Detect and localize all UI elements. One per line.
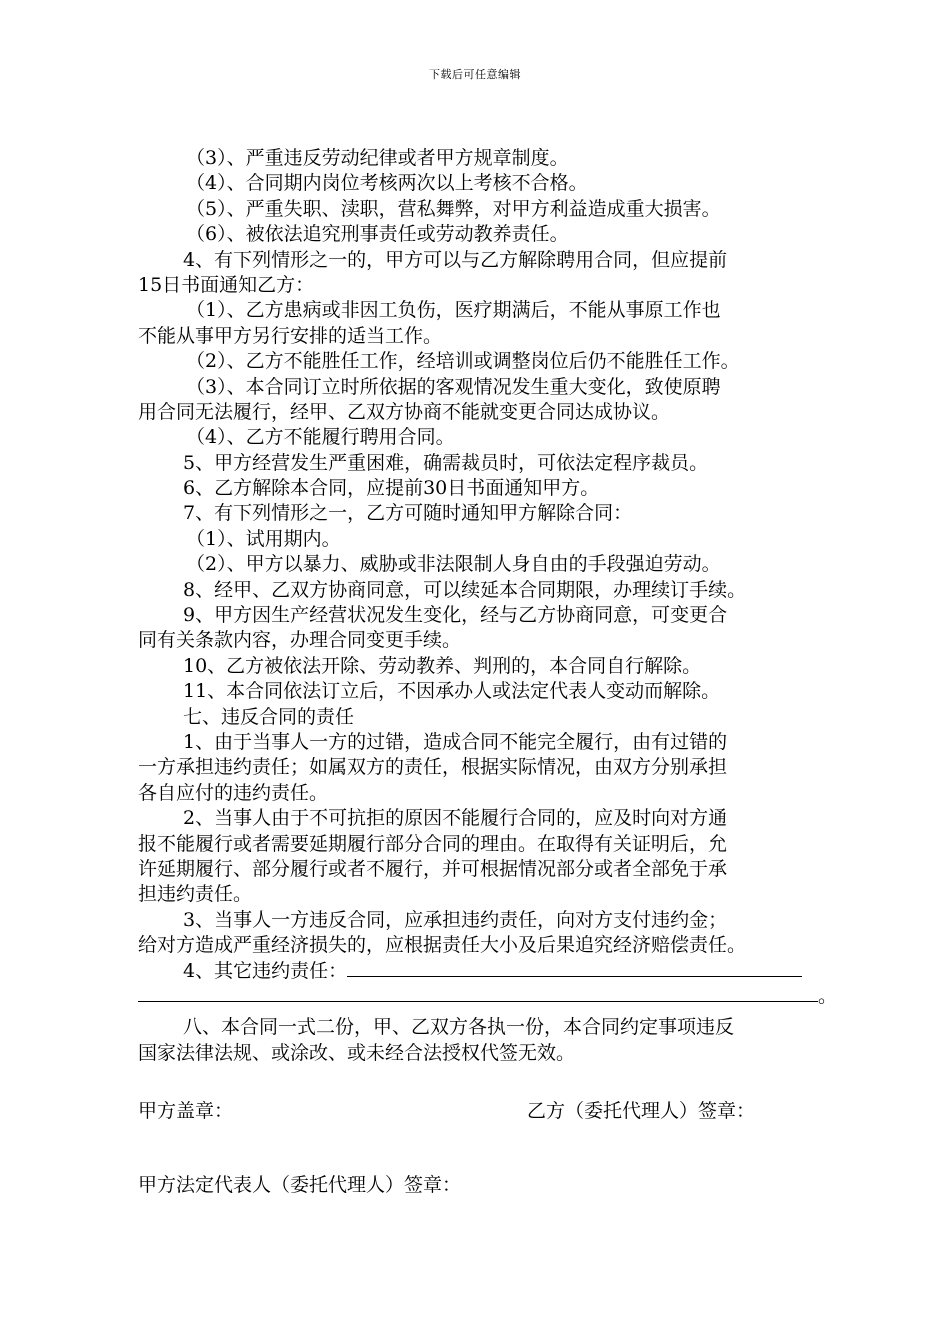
clause-line: 1、由于当事人一方的过错，造成合同不能完全履行，由有过错的 [183,730,728,753]
clause-line: 9、甲方因生产经营状况发生变化，经与乙方协商同意，可变更合 [183,604,728,627]
clause-line: （4）、合同期内岗位考核两次以上考核不合格。 [186,172,588,195]
clause-line: 3、当事人一方违反合同，应承担违约责任，向对方支付违约金； [183,908,728,931]
end-mark: 。 [818,984,838,1007]
fill-in-blank-2[interactable] [138,984,818,1002]
clause-line: 4、有下列情形之一的，甲方可以与乙方解除聘用合同，但应提前 [183,248,728,271]
contract-body [138,146,838,1066]
other-liability-line [138,959,834,984]
party-a-seal-label: 甲方盖章： [138,1100,234,1122]
clause-line: 一方承担违约责任；如属双方的责任，根据实际情况，由双方分别承担 [138,756,728,779]
other-liability-label: 4、其它违约责任： [183,959,348,982]
clause-line: 担违约责任。 [138,883,253,906]
clause-line: 10、乙方被依法开除、劳动教养、判刑的，本合同自行解除。 [183,654,702,677]
clause-line: 同有关条款内容，办理合同变更手续。 [138,629,462,652]
clause-line: 11、本合同依法订立后，不因承办人或法定代表人变动而解除。 [183,680,721,703]
clause-line: 报不能履行或者需要延期履行部分合同的理由。在取得有关证明后，允 [138,832,728,855]
clause-line: 8、经甲、乙双方协商同意，可以续延本合同期限，办理续订手续。 [183,578,747,601]
party-a-rep-label: 甲方法定代表人（委托代理人）签章： [138,1174,462,1196]
clause-8-line-1: 八、本合同一式二份，甲、乙双方各执一份，本合同约定事项违反 [183,1016,735,1039]
clause-line: （4）、乙方不能履行聘用合同。 [186,426,455,449]
clause-line: （3）、严重违反劳动纪律或者甲方规章制度。 [186,147,569,169]
clause-line: （2）、甲方以暴力、威胁或非法限制人身自由的手段强迫劳动。 [186,553,721,576]
clause-line: 七、违反合同的责任 [183,705,355,728]
clause-line: （1）、试用期内。 [186,527,341,550]
clause-line: 给对方造成严重经济损失的，应根据责任大小及后果追究经济赔偿责任。 [138,934,747,957]
clause-line: （2）、乙方不能胜任工作，经培训或调整岗位后仍不能胜任工作。 [186,350,740,373]
clauses [138,146,834,959]
clause-line: （1）、乙方患病或非因工负伤，医疗期满后，不能从事原工作也 [186,299,721,322]
clause-line: 不能从事甲方另行安排的适当工作。 [138,324,443,347]
party-b-sign-label: 乙方（委托代理人）签章： [527,1100,756,1122]
clause-line: （6）、被依法追究刑事责任或劳动教养责任。 [186,223,569,246]
clause-line: 各自应付的违约责任。 [138,781,329,804]
clause-line: 6、乙方解除本合同，应提前30日书面通知甲方。 [183,477,600,500]
clause-8-line-2: 国家法律法规、或涂改、或未经合法授权代签无效。 [138,1041,576,1064]
clause-line: 5、甲方经营发生严重困难，确需裁员时，可依法定程序裁员。 [183,451,709,474]
clause-line: 2、当事人由于不可抗拒的原因不能履行合同的，应及时向对方通 [183,807,728,830]
clause-line: 7、有下列情形之一，乙方可随时通知甲方解除合同： [183,502,633,525]
clause-line: （5）、严重失职、渎职，营私舞弊，对甲方利益造成重大损害。 [186,197,721,220]
clause-line: 15日书面通知乙方： [138,273,315,296]
clause-line: 许延期履行、部分履行或者不履行，并可根据情况部分或者全部免于承 [138,857,728,880]
header-note: 下载后可任意编辑 [429,68,521,81]
clause-line: （3）、本合同订立时所依据的客观情况发生重大变化，致使原聘 [186,375,721,398]
other-liability-line-2 [138,984,838,1009]
clause-line: 用合同无法履行，经甲、乙双方协商不能就变更合同达成协议。 [138,400,671,423]
fill-in-blank[interactable] [347,959,802,977]
